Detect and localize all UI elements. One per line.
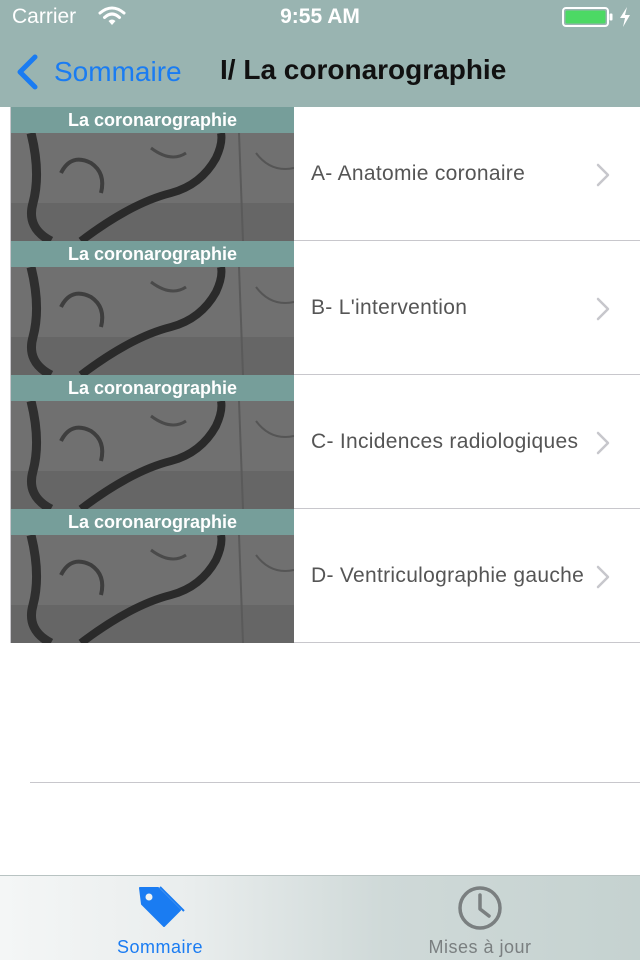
back-button[interactable] xyxy=(14,52,182,92)
list-item[interactable] xyxy=(10,509,640,643)
chevron-right-icon xyxy=(595,297,611,321)
angiogram-image xyxy=(11,133,294,241)
charging-bolt-icon xyxy=(618,6,632,28)
page-title: I/ La coronarographie xyxy=(220,54,507,85)
nav-bar xyxy=(0,34,640,107)
thumbnail xyxy=(11,509,294,643)
list-item[interactable] xyxy=(10,241,640,375)
list-item-label: C- Incidences radiologiques xyxy=(311,430,579,453)
list-item-label: B- L'intervention xyxy=(311,296,468,319)
list-item-label: A- Anatomie coronaire xyxy=(311,162,526,185)
header xyxy=(0,0,640,107)
tab-mises-a-jour[interactable] xyxy=(320,876,640,960)
status-time: 9:55 AM xyxy=(280,5,360,28)
clock-icon xyxy=(454,884,506,932)
thumbnail-caption: La coronarographie xyxy=(11,107,294,133)
tab-sommaire[interactable] xyxy=(0,876,320,960)
angiogram-image xyxy=(11,535,294,643)
chevron-left-icon xyxy=(14,54,40,90)
chevron-right-icon xyxy=(595,163,611,187)
tag-icon xyxy=(134,884,186,932)
tab-label: Sommaire xyxy=(116,937,204,957)
thumbnail xyxy=(11,375,294,509)
status-bar xyxy=(0,0,640,34)
chevron-right-icon xyxy=(595,431,611,455)
tab-label: Mises à jour xyxy=(428,937,532,957)
angiogram-image xyxy=(11,401,294,509)
chevron-right-icon xyxy=(595,565,611,589)
thumbnail-caption: La coronarographie xyxy=(11,375,294,401)
carrier-label: Carrier xyxy=(12,5,77,28)
list-item[interactable] xyxy=(10,107,640,241)
divider xyxy=(30,782,640,783)
chapter-list xyxy=(10,107,640,643)
tab-bar xyxy=(0,875,640,960)
angiogram-image xyxy=(11,267,294,375)
thumbnail xyxy=(11,241,294,375)
battery-icon xyxy=(562,6,614,28)
thumbnail-caption: La coronarographie xyxy=(11,509,294,535)
thumbnail xyxy=(11,107,294,241)
list-item[interactable] xyxy=(10,375,640,509)
list-item-label: D- Ventriculographie gauche xyxy=(311,564,585,587)
thumbnail-caption: La coronarographie xyxy=(11,241,294,267)
back-button-label: Sommaire xyxy=(54,56,182,87)
